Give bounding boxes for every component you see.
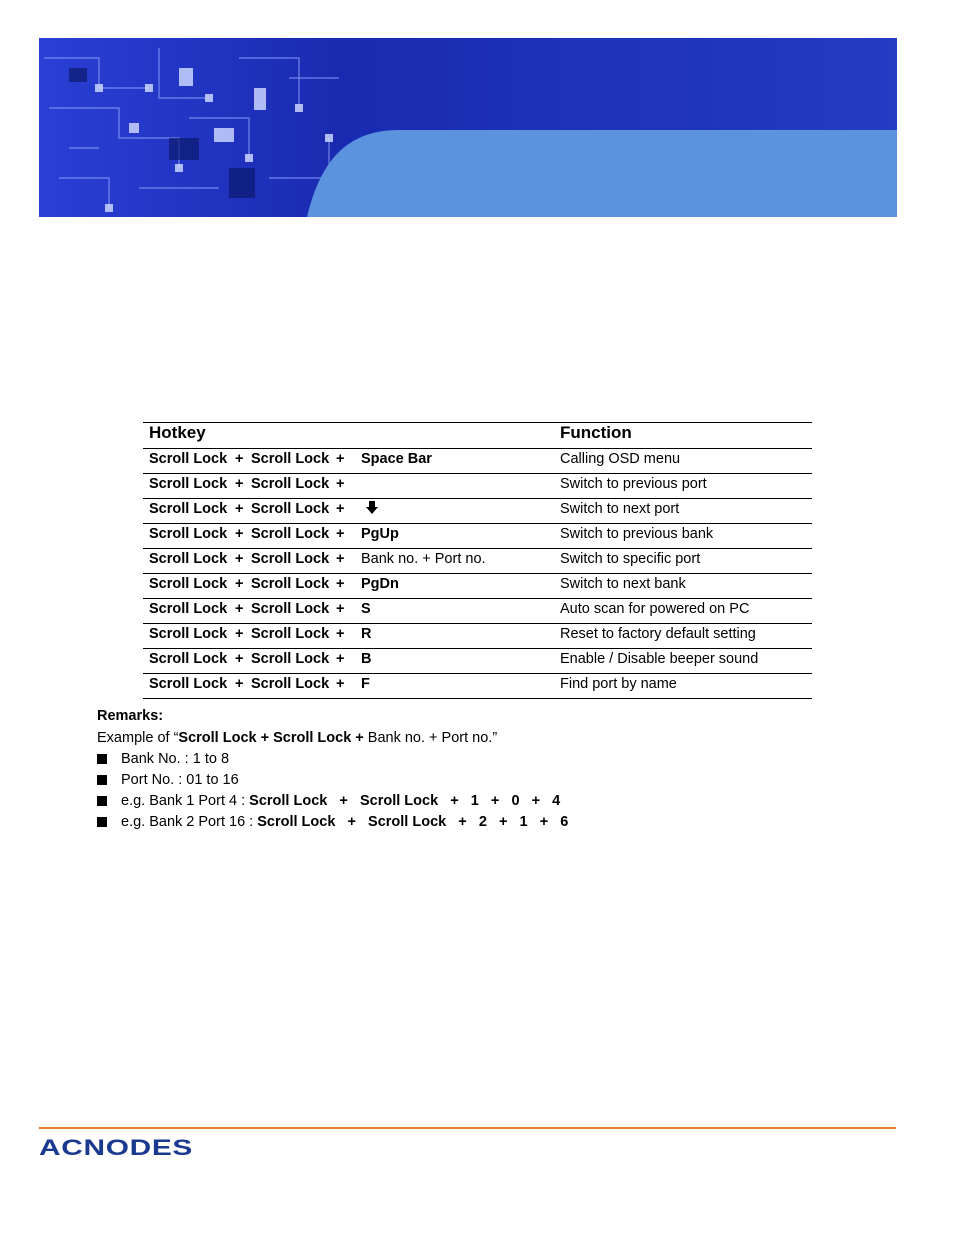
hotkey-key1: Scroll Lock [149, 651, 228, 667]
hotkey-key1: Scroll Lock [149, 451, 228, 467]
hotkey-table [143, 422, 812, 699]
hotkey-function: Switch to previous bank [560, 526, 714, 542]
table-row [143, 524, 812, 549]
hotkey-key1: Scroll Lock [149, 501, 228, 517]
table-row [143, 574, 812, 599]
hotkey-key2: Scroll Lock [251, 651, 330, 667]
bullet-keys: Scroll Lock + Scroll Lock + 1 + 0 + 4 [249, 793, 561, 809]
square-bullet-icon [97, 817, 107, 827]
hotkey-plus: + [336, 601, 345, 617]
hotkey-plus: + [235, 476, 244, 492]
acnodes-logo [39, 1134, 199, 1165]
hotkey-key3: B [361, 651, 372, 667]
hotkey-key3: PgUp [361, 526, 399, 542]
remarks-title: Remarks: [97, 708, 164, 724]
hotkey-key2: Scroll Lock [251, 476, 330, 492]
hotkey-plus: + [235, 576, 244, 592]
remarks-bullet [97, 814, 568, 830]
circuit-board-image [39, 38, 897, 217]
bullet-text: e.g. Bank 1 Port 4 : [121, 793, 250, 809]
bullet-text: Port No. : 01 to 16 [121, 772, 239, 788]
hotkey-key1: Scroll Lock [149, 626, 228, 642]
hotkey-plus: + [235, 626, 244, 642]
hotkey-plus: + [336, 451, 345, 467]
bullet-text: e.g. Bank 2 Port 16 : [121, 814, 258, 830]
table-row [143, 499, 812, 524]
hotkey-key3: S [361, 601, 371, 617]
hotkey-function: Enable / Disable beeper sound [560, 651, 759, 667]
hotkey-function: Calling OSD menu [560, 451, 681, 467]
remarks-example [97, 730, 497, 746]
bullet-text: Bank No. : 1 to 8 [121, 751, 230, 767]
hotkey-key3: Space Bar [361, 451, 432, 467]
example-prefix: Example of “ [97, 730, 179, 746]
hotkey-plus: + [235, 551, 244, 567]
hotkey-key3: R [361, 626, 372, 642]
hotkey-plus: + [235, 501, 244, 517]
hotkey-key2: Scroll Lock [251, 501, 330, 517]
hotkey-key2: Scroll Lock [251, 451, 330, 467]
remarks-bullet [97, 772, 239, 788]
hotkey-key1: Scroll Lock [149, 551, 228, 567]
hotkey-key2: Scroll Lock [251, 551, 330, 567]
hotkey-plus: + [336, 676, 345, 692]
example-bold: Scroll Lock + Scroll Lock + [178, 730, 364, 746]
hotkey-plus: + [336, 501, 345, 517]
hotkey-plus: + [336, 476, 345, 492]
svg-text:ACNODES: ACNODES [39, 1135, 193, 1160]
hotkey-function: Switch to specific port [560, 551, 701, 567]
arrow-down-icon [365, 501, 379, 515]
square-bullet-icon [97, 754, 107, 764]
table-row [143, 474, 812, 499]
hotkey-function: Reset to factory default setting [560, 626, 756, 642]
header-banner [39, 38, 897, 217]
hotkey-key2: Scroll Lock [251, 676, 330, 692]
hotkey-key1: Scroll Lock [149, 676, 228, 692]
hotkey-function: Find port by name [560, 676, 677, 692]
table-row [143, 649, 812, 674]
hotkey-function: Switch to previous port [560, 476, 707, 492]
table-row [143, 449, 812, 474]
hotkey-plus: + [336, 651, 345, 667]
hotkey-key2: Scroll Lock [251, 626, 330, 642]
table-row [143, 674, 812, 699]
table-row [143, 624, 812, 649]
hotkey-function: Switch to next bank [560, 576, 686, 592]
hotkey-key3: F [361, 676, 370, 692]
hotkey-key1: Scroll Lock [149, 601, 228, 617]
square-bullet-icon [97, 775, 107, 785]
table-row [143, 599, 812, 624]
hotkey-key1: Scroll Lock [149, 526, 228, 542]
hotkey-key2: Scroll Lock [251, 526, 330, 542]
header-hotkey: Hotkey [149, 423, 206, 442]
hotkey-plus: + [336, 526, 345, 542]
square-bullet-icon [97, 796, 107, 806]
hotkey-plus: + [336, 551, 345, 567]
hotkey-key3: Bank no. + Port no. [361, 551, 486, 567]
header-function: Function [560, 423, 632, 442]
hotkey-key1: Scroll Lock [149, 576, 228, 592]
hotkey-key3: PgDn [361, 576, 399, 592]
footer-rule [39, 1127, 896, 1129]
hotkey-plus: + [235, 651, 244, 667]
example-suffix: Bank no. + Port no.” [363, 730, 498, 746]
hotkey-plus: + [235, 451, 244, 467]
hotkey-function: Auto scan for powered on PC [560, 601, 750, 617]
hotkey-plus: + [336, 576, 345, 592]
remarks-bullet [97, 793, 560, 809]
table-header [143, 422, 812, 449]
hotkey-key2: Scroll Lock [251, 576, 330, 592]
bullet-keys: Scroll Lock + Scroll Lock + 2 + 1 + 6 [257, 814, 569, 830]
hotkey-key1: Scroll Lock [149, 476, 228, 492]
hotkey-plus: + [336, 626, 345, 642]
table-row [143, 549, 812, 574]
hotkey-plus: + [235, 601, 244, 617]
hotkey-plus: + [235, 526, 244, 542]
remarks-bullet [97, 751, 229, 767]
acnodes-logo-icon [39, 1134, 199, 1160]
hotkey-plus: + [235, 676, 244, 692]
hotkey-key2: Scroll Lock [251, 601, 330, 617]
hotkey-function: Switch to next port [560, 501, 680, 517]
